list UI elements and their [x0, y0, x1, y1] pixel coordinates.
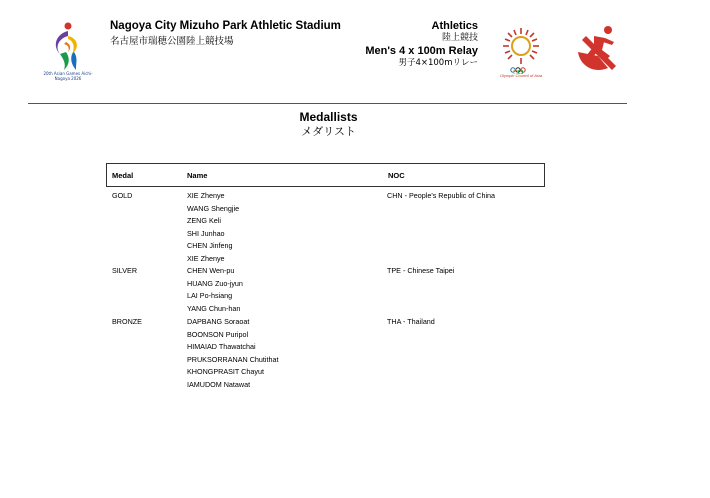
athlete-name: KHONGPRASIT Chayut	[187, 367, 264, 376]
athlete-name: BOONSON Puripol	[187, 329, 249, 339]
athlete-list-gold	[187, 190, 239, 265]
event-name: Men's 4 x 100m Relay	[365, 45, 478, 57]
medal-gold: GOLD	[112, 191, 133, 200]
athlete-name: WANG Shengjie	[187, 203, 240, 213]
athlete-name: XIE Zhenye	[187, 191, 225, 200]
athlete-name: YANG Chun-han	[187, 303, 241, 313]
column-header-medal: Medal	[112, 171, 134, 180]
event-name-japanese: 男子4×100mリレー	[398, 58, 478, 68]
column-header-noc: NOC	[388, 171, 405, 180]
athlete-name: SHI Junhao	[187, 228, 225, 238]
asian-games-logo-text: 20th Asian Games Aichi-Nagoya 2026	[43, 71, 93, 81]
athlete-name: IAMUDOM Natawat	[187, 379, 251, 389]
header-divider	[28, 103, 627, 104]
athlete-list-bronze	[187, 316, 278, 391]
athlete-name: HIMAIAD Thawatchai	[187, 342, 256, 351]
page-title: Medallists	[299, 110, 358, 124]
athlete-name: DAPBANG Soraoat	[187, 317, 250, 326]
oca-logo	[492, 22, 550, 80]
table-header	[106, 163, 545, 187]
athlete-name: PRUKSORRANAN Chutithat	[187, 354, 279, 364]
medal-bronze: BRONZE	[112, 317, 142, 326]
noc-gold: CHN - People's Republic of China	[387, 191, 496, 200]
athlete-list-silver	[187, 265, 243, 315]
venue-name: Nagoya City Mizuho Park Athletic Stadium	[110, 20, 341, 32]
athlete-name: XIE Zhenye	[187, 253, 225, 263]
noc-silver: TPE - Chinese Taipei	[387, 266, 455, 275]
oca-logo-text: Olympic Council of Asia	[499, 73, 543, 78]
column-header-name: Name	[187, 171, 208, 180]
athlete-name: LAI Po-hsiang	[187, 291, 233, 300]
athlete-name: CHEN Jinfeng	[187, 241, 233, 250]
sport-name: Athletics	[431, 20, 478, 32]
athlete-name: ZENG Keli	[187, 216, 221, 225]
venue-name-japanese: 名古屋市瑞穂公園陸上競技場	[110, 36, 234, 47]
athletics-pictogram-icon	[572, 22, 622, 74]
event-info	[365, 20, 478, 69]
medal-silver: SILVER	[112, 266, 138, 275]
page-title-japanese: メダリスト	[301, 125, 356, 138]
athlete-name: CHEN Wen-pu	[187, 266, 235, 275]
noc-bronze: THA - Thailand	[387, 317, 435, 326]
athlete-name: HUANG Zuo-jyun	[187, 278, 243, 288]
sport-name-japanese: 陸上競技	[441, 33, 478, 43]
